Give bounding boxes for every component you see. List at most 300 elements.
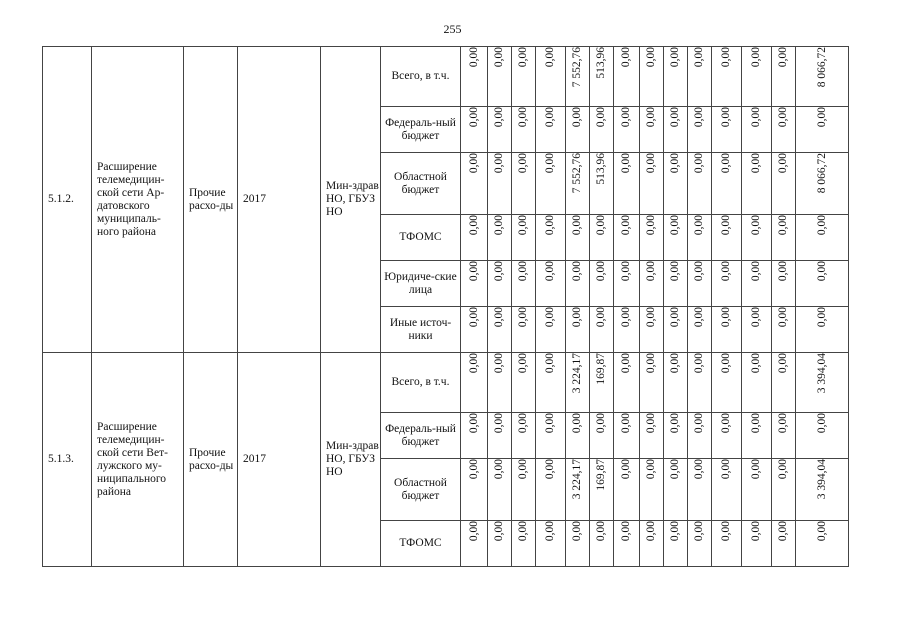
value-text: 0,00 (517, 413, 529, 434)
value-cell (590, 261, 614, 307)
value-text: 0,00 (750, 153, 762, 174)
value-cell (742, 459, 772, 521)
value-text: 0,00 (669, 413, 681, 434)
value-text: 0,00 (720, 261, 732, 282)
value-cell (566, 47, 590, 107)
value-text: 0,00 (467, 521, 480, 542)
value-text: 0,00 (693, 153, 705, 174)
value-cell (614, 413, 640, 459)
value-text: 0,00 (693, 459, 705, 480)
value-cell (664, 261, 688, 307)
value-cell (536, 459, 566, 521)
value-cell (614, 261, 640, 307)
value-cell (566, 153, 590, 215)
value-text: 0,00 (620, 307, 632, 328)
value-text: 0,00 (493, 47, 505, 68)
value-text: 0,00 (720, 153, 732, 174)
value-text: 0,00 (620, 107, 632, 128)
value-cell (512, 413, 536, 459)
value-cell (772, 107, 796, 153)
value-cell (488, 459, 512, 521)
measure-code: 5.1.2. (43, 47, 92, 353)
table-row (43, 353, 849, 413)
value-cell (461, 521, 488, 567)
value-cell (712, 353, 742, 413)
value-cell (742, 307, 772, 353)
value-text: 0,00 (815, 307, 828, 328)
value-text: 0,00 (595, 307, 607, 328)
value-cell (640, 153, 664, 215)
value-cell (640, 521, 664, 567)
value-cell (512, 107, 536, 153)
value-cell (796, 261, 849, 307)
value-cell (772, 353, 796, 413)
value-cell (461, 413, 488, 459)
value-cell (796, 153, 849, 215)
measure-name: Расширение телемедицин-ской сети Вет-лужского му-ниципального района (92, 353, 184, 567)
value-text: 0,00 (620, 47, 632, 68)
value-text: 513,96 (595, 153, 607, 185)
value-text: 0,00 (517, 521, 529, 542)
value-text: 0,00 (645, 307, 657, 328)
value-text: 0,00 (815, 215, 828, 236)
value-text: 0,00 (493, 261, 505, 282)
value-text: 0,00 (750, 413, 762, 434)
value-cell (536, 153, 566, 215)
value-cell (742, 521, 772, 567)
value-cell (536, 107, 566, 153)
value-text: 0,00 (777, 353, 789, 374)
value-text: 0,00 (571, 521, 583, 542)
value-cell (742, 153, 772, 215)
value-text: 0,00 (467, 153, 480, 174)
value-cell (688, 307, 712, 353)
value-cell (796, 47, 849, 107)
value-text: 0,00 (493, 521, 505, 542)
value-cell (566, 215, 590, 261)
value-cell (640, 47, 664, 107)
value-text: 0,00 (693, 307, 705, 328)
value-text: 0,00 (693, 413, 705, 434)
value-cell (742, 107, 772, 153)
value-text: 0,00 (517, 215, 529, 236)
value-cell (488, 215, 512, 261)
value-text: 0,00 (750, 47, 762, 68)
value-text: 0,00 (620, 261, 632, 282)
value-text: 0,00 (517, 47, 529, 68)
value-cell (488, 521, 512, 567)
value-cell (796, 307, 849, 353)
value-cell (488, 153, 512, 215)
value-text: 0,00 (517, 261, 529, 282)
value-cell (590, 215, 614, 261)
value-text: 7 552,76 (571, 153, 583, 194)
value-cell (461, 215, 488, 261)
value-cell (664, 413, 688, 459)
value-text: 0,00 (669, 307, 681, 328)
value-text: 0,00 (645, 353, 657, 374)
value-cell (712, 107, 742, 153)
value-cell (688, 459, 712, 521)
value-text: 0,00 (544, 261, 556, 282)
value-cell (512, 521, 536, 567)
value-text: 0,00 (544, 153, 556, 174)
value-cell (512, 47, 536, 107)
value-text: 0,00 (544, 521, 556, 542)
value-cell (461, 307, 488, 353)
value-cell (688, 153, 712, 215)
funding-source-label: Федераль-ный бюджет (381, 107, 461, 153)
value-text: 513,96 (595, 47, 607, 79)
value-text: 0,00 (750, 215, 762, 236)
funding-source-label: Иные источ-ники (381, 307, 461, 353)
page-number: 255 (443, 22, 462, 36)
value-cell (712, 307, 742, 353)
funding-source-label: Юридиче-ские лица (381, 261, 461, 307)
value-cell (614, 353, 640, 413)
value-text: 0,00 (815, 107, 828, 128)
value-text: 0,00 (467, 459, 480, 480)
value-text: 0,00 (467, 261, 480, 282)
value-text: 0,00 (467, 47, 480, 68)
value-text: 0,00 (544, 459, 556, 480)
executor: Мин-здрав НО, ГБУЗ НО (321, 353, 381, 567)
value-cell (640, 353, 664, 413)
funding-source-label: Областной бюджет (381, 153, 461, 215)
value-text: 3 394,04 (815, 353, 828, 394)
value-cell (664, 215, 688, 261)
value-text: 0,00 (645, 107, 657, 128)
value-cell (796, 459, 849, 521)
funding-source-label: Федераль-ный бюджет (381, 413, 461, 459)
value-text: 0,00 (595, 261, 607, 282)
funding-source-label: Всего, в т.ч. (381, 353, 461, 413)
value-cell (796, 521, 849, 567)
value-text: 0,00 (720, 459, 732, 480)
measure-name: Расширение телемедицин-ской сети Ар-датовского муниципаль-ного района (92, 47, 184, 353)
value-text: 0,00 (720, 353, 732, 374)
value-text: 0,00 (571, 413, 583, 434)
funding-source-label: Всего, в т.ч. (381, 47, 461, 107)
value-text: 0,00 (777, 413, 789, 434)
value-cell (772, 413, 796, 459)
value-text: 0,00 (645, 47, 657, 68)
value-text: 0,00 (693, 353, 705, 374)
value-cell (536, 261, 566, 307)
value-cell (536, 307, 566, 353)
value-cell (488, 307, 512, 353)
value-text: 0,00 (669, 153, 681, 174)
value-cell (488, 47, 512, 107)
value-text: 0,00 (645, 459, 657, 480)
value-text: 0,00 (777, 459, 789, 480)
value-text: 8 066,72 (815, 153, 828, 194)
value-cell (742, 47, 772, 107)
value-text: 0,00 (544, 107, 556, 128)
value-text: 0,00 (777, 307, 789, 328)
value-text: 8 066,72 (815, 47, 828, 88)
value-cell (712, 215, 742, 261)
value-cell (512, 153, 536, 215)
value-text: 0,00 (571, 307, 583, 328)
value-cell (640, 413, 664, 459)
value-text: 0,00 (693, 215, 705, 236)
value-text: 169,87 (595, 353, 607, 385)
value-text: 7 552,76 (571, 47, 583, 88)
value-cell (712, 459, 742, 521)
value-text: 3 394,04 (815, 459, 828, 500)
executor: Мин-здрав НО, ГБУЗ НО (321, 47, 381, 353)
value-cell (590, 107, 614, 153)
value-text: 0,00 (544, 413, 556, 434)
value-cell (590, 47, 614, 107)
value-cell (512, 261, 536, 307)
value-cell (664, 107, 688, 153)
value-cell (566, 261, 590, 307)
value-text: 0,00 (750, 107, 762, 128)
value-cell (742, 413, 772, 459)
value-text: 0,00 (620, 459, 632, 480)
value-text: 0,00 (493, 307, 505, 328)
value-text: 0,00 (493, 413, 505, 434)
value-text: 0,00 (467, 107, 480, 128)
value-cell (664, 47, 688, 107)
value-text: 0,00 (815, 261, 828, 282)
funding-table (42, 46, 849, 567)
value-cell (742, 215, 772, 261)
value-text: 0,00 (517, 107, 529, 128)
value-cell (796, 353, 849, 413)
expense-type: Прочие расхо-ды (184, 353, 238, 567)
value-cell (614, 307, 640, 353)
expense-type: Прочие расхо-ды (184, 47, 238, 353)
value-cell (640, 459, 664, 521)
value-cell (461, 153, 488, 215)
value-cell (664, 521, 688, 567)
value-cell (664, 459, 688, 521)
value-text: 0,00 (777, 47, 789, 68)
value-text: 0,00 (620, 215, 632, 236)
value-cell (712, 153, 742, 215)
value-text: 0,00 (620, 353, 632, 374)
value-text: 0,00 (493, 107, 505, 128)
value-cell (688, 261, 712, 307)
value-text: 0,00 (571, 215, 583, 236)
value-text: 0,00 (517, 353, 529, 374)
value-cell (712, 47, 742, 107)
value-text: 0,00 (669, 521, 681, 542)
value-text: 0,00 (467, 353, 480, 374)
value-cell (461, 47, 488, 107)
value-cell (590, 521, 614, 567)
value-cell (640, 215, 664, 261)
value-cell (688, 107, 712, 153)
value-cell (512, 307, 536, 353)
value-text: 0,00 (693, 261, 705, 282)
value-cell (488, 261, 512, 307)
value-text: 0,00 (645, 215, 657, 236)
value-cell (640, 261, 664, 307)
value-cell (590, 413, 614, 459)
value-text: 0,00 (815, 413, 828, 434)
value-cell (614, 521, 640, 567)
value-text: 0,00 (720, 107, 732, 128)
value-cell (566, 413, 590, 459)
value-cell (590, 307, 614, 353)
value-cell (796, 215, 849, 261)
value-cell (772, 261, 796, 307)
value-cell (742, 353, 772, 413)
value-text: 0,00 (720, 521, 732, 542)
value-text: 0,00 (669, 353, 681, 374)
value-cell (664, 307, 688, 353)
value-text: 0,00 (693, 107, 705, 128)
value-text: 3 224,17 (571, 353, 583, 394)
value-text: 0,00 (777, 261, 789, 282)
value-cell (461, 353, 488, 413)
value-text: 0,00 (720, 307, 732, 328)
value-cell (772, 47, 796, 107)
value-cell (614, 459, 640, 521)
value-cell (566, 307, 590, 353)
value-cell (512, 353, 536, 413)
value-cell (742, 261, 772, 307)
value-text: 0,00 (669, 215, 681, 236)
measure-year: 2017 (238, 353, 321, 567)
value-text: 0,00 (517, 307, 529, 328)
value-text: 0,00 (669, 459, 681, 480)
value-cell (688, 413, 712, 459)
value-cell (688, 521, 712, 567)
table-row (43, 47, 849, 107)
value-cell (488, 413, 512, 459)
value-text: 0,00 (595, 107, 607, 128)
value-cell (688, 47, 712, 107)
value-text: 0,00 (645, 521, 657, 542)
value-cell (566, 353, 590, 413)
measure-year: 2017 (238, 47, 321, 353)
value-text: 0,00 (620, 413, 632, 434)
value-text: 0,00 (750, 353, 762, 374)
value-cell (688, 215, 712, 261)
value-text: 0,00 (693, 47, 705, 68)
value-text: 3 224,17 (571, 459, 583, 500)
value-text: 0,00 (750, 521, 762, 542)
value-text: 0,00 (517, 153, 529, 174)
value-text: 169,87 (595, 459, 607, 491)
value-cell (566, 521, 590, 567)
value-cell (712, 521, 742, 567)
value-cell (461, 107, 488, 153)
value-cell (566, 459, 590, 521)
value-cell (772, 459, 796, 521)
value-text: 0,00 (815, 521, 828, 542)
value-cell (614, 47, 640, 107)
value-text: 0,00 (595, 413, 607, 434)
value-text: 0,00 (467, 307, 480, 328)
value-cell (796, 107, 849, 153)
value-text: 0,00 (544, 215, 556, 236)
value-cell (461, 261, 488, 307)
value-cell (461, 459, 488, 521)
measure-code: 5.1.3. (43, 353, 92, 567)
value-cell (614, 215, 640, 261)
value-cell (772, 153, 796, 215)
value-cell (772, 215, 796, 261)
value-text: 0,00 (720, 413, 732, 434)
value-text: 0,00 (777, 215, 789, 236)
value-text: 0,00 (544, 353, 556, 374)
value-cell (796, 413, 849, 459)
value-text: 0,00 (750, 261, 762, 282)
value-cell (772, 307, 796, 353)
value-text: 0,00 (467, 413, 480, 434)
value-text: 0,00 (669, 47, 681, 68)
value-cell (536, 413, 566, 459)
value-cell (512, 459, 536, 521)
value-text: 0,00 (620, 153, 632, 174)
value-text: 0,00 (544, 307, 556, 328)
value-text: 0,00 (645, 153, 657, 174)
value-text: 0,00 (493, 353, 505, 374)
value-cell (590, 459, 614, 521)
value-text: 0,00 (493, 459, 505, 480)
value-text: 0,00 (720, 215, 732, 236)
value-text: 0,00 (493, 153, 505, 174)
value-text: 0,00 (777, 153, 789, 174)
value-cell (688, 353, 712, 413)
value-text: 0,00 (777, 107, 789, 128)
value-cell (566, 107, 590, 153)
value-cell (536, 521, 566, 567)
value-cell (712, 261, 742, 307)
value-cell (536, 215, 566, 261)
value-text: 0,00 (669, 261, 681, 282)
value-text: 0,00 (595, 521, 607, 542)
value-text: 0,00 (544, 47, 556, 68)
value-cell (614, 153, 640, 215)
funding-source-label: ТФОМС (381, 215, 461, 261)
value-text: 0,00 (693, 521, 705, 542)
value-cell (712, 413, 742, 459)
value-text: 0,00 (517, 459, 529, 480)
value-text: 0,00 (645, 413, 657, 434)
value-text: 0,00 (571, 261, 583, 282)
value-text: 0,00 (493, 215, 505, 236)
value-cell (536, 353, 566, 413)
value-text: 0,00 (595, 215, 607, 236)
value-text: 0,00 (777, 521, 789, 542)
value-cell (772, 521, 796, 567)
value-cell (590, 153, 614, 215)
value-text: 0,00 (571, 107, 583, 128)
value-text: 0,00 (669, 107, 681, 128)
value-text: 0,00 (467, 215, 480, 236)
value-cell (590, 353, 614, 413)
value-text: 0,00 (620, 521, 632, 542)
value-text: 0,00 (750, 459, 762, 480)
value-cell (664, 353, 688, 413)
funding-source-label: Областной бюджет (381, 459, 461, 521)
value-cell (640, 107, 664, 153)
value-cell (640, 307, 664, 353)
value-cell (512, 215, 536, 261)
value-text: 0,00 (750, 307, 762, 328)
value-text: 0,00 (645, 261, 657, 282)
value-cell (614, 107, 640, 153)
value-cell (536, 47, 566, 107)
value-cell (664, 153, 688, 215)
